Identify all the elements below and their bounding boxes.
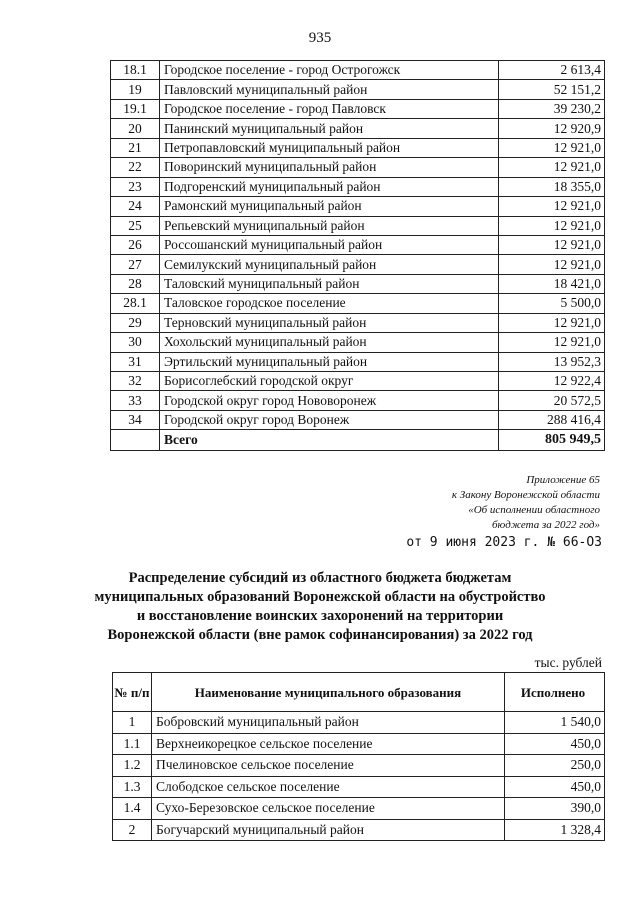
table-row [111, 333, 605, 352]
title-line: Распределение субсидий из областного бюджета бюджетам [128, 570, 512, 586]
row-value: 250,0 [505, 755, 605, 777]
row-number: 31 [111, 352, 160, 371]
row-value: 13 952,3 [499, 352, 605, 371]
table-row [111, 61, 605, 80]
table-row [111, 177, 605, 196]
table-row [111, 216, 605, 235]
row-name: Городское поселение - город Острогожск [160, 61, 499, 80]
table-row [111, 255, 605, 274]
row-name: Эртильский муниципальный район [160, 352, 499, 371]
table-row [111, 158, 605, 177]
table-row [111, 372, 605, 391]
title-line: Воронежской области (вне рамок софинансирования) за 2022 год [107, 627, 533, 643]
table-row [113, 776, 605, 798]
row-name: Городской округ город Нововоронеж [160, 391, 499, 410]
row-number: 19 [111, 80, 160, 99]
row-name: Россошанский муниципальный район [160, 235, 499, 254]
row-number: 25 [111, 216, 160, 235]
row-name: Терновский муниципальный район [160, 313, 499, 332]
table-row [113, 819, 605, 841]
row-name: Таловское городское поселение [160, 294, 499, 313]
row-number: 33 [111, 391, 160, 410]
row-value: 1 540,0 [505, 712, 605, 734]
table-row [111, 80, 605, 99]
total-label: Всего [160, 430, 499, 451]
document-title [60, 569, 580, 645]
row-value: 52 151,2 [499, 80, 605, 99]
row-value: 1 328,4 [505, 819, 605, 841]
row-value: 12 921,0 [499, 255, 605, 274]
row-value: 5 500,0 [499, 294, 605, 313]
row-number: 21 [111, 138, 160, 157]
row-name: Борисоглебский городской округ [160, 372, 499, 391]
row-value: 2 613,4 [499, 61, 605, 80]
table-row [111, 99, 605, 118]
row-name: Богучарский муниципальный район [152, 819, 505, 841]
row-number: 1.1 [113, 733, 152, 755]
row-name: Пчелиновское сельское поселение [152, 755, 505, 777]
title-line: муниципальных образований Воронежской области на обустройство [94, 589, 546, 605]
row-name: Поворинский муниципальный район [160, 158, 499, 177]
table-row [113, 755, 605, 777]
row-value: 12 921,0 [499, 138, 605, 157]
row-number: 19.1 [111, 99, 160, 118]
unit-label: тыс. рублей [534, 655, 602, 670]
header-value: Исполнено [505, 673, 605, 712]
row-value: 12 921,0 [499, 158, 605, 177]
row-number: 20 [111, 119, 160, 138]
table-row [111, 235, 605, 254]
row-name: Слободское сельское поселение [152, 776, 505, 798]
row-value: 390,0 [505, 798, 605, 820]
header-name: Наименование муниципального образования [152, 673, 505, 712]
row-value: 450,0 [505, 776, 605, 798]
row-name: Рамонский муниципальный район [160, 197, 499, 216]
row-number: 27 [111, 255, 160, 274]
title-line: и восстановление воинских захоронений на территории [136, 608, 504, 624]
row-value: 288 416,4 [499, 410, 605, 429]
row-value: 12 921,0 [499, 313, 605, 332]
row-name: Сухо-Березовское сельское поселение [152, 798, 505, 820]
row-name: Городской округ город Воронеж [160, 410, 499, 429]
appendix-line: «Об исполнении областного [468, 504, 600, 516]
row-name: Городское поселение - город Павловск [160, 99, 499, 118]
header-num: № п/п [113, 673, 152, 712]
subsidy-table-continued [110, 60, 605, 451]
table-row [113, 733, 605, 755]
row-value: 20 572,5 [499, 391, 605, 410]
table-row [113, 798, 605, 820]
row-number: 2 [113, 819, 152, 841]
row-value: 12 920,9 [499, 119, 605, 138]
row-name: Хохольский муниципальный район [160, 333, 499, 352]
page-number: 935 [308, 30, 332, 46]
row-value: 18 421,0 [499, 274, 605, 293]
row-value: 12 921,0 [499, 333, 605, 352]
appendix-line: Приложение 65 [526, 474, 600, 486]
table-row [111, 313, 605, 332]
row-name: Таловский муниципальный район [160, 274, 499, 293]
row-number: 29 [111, 313, 160, 332]
table-row [113, 712, 605, 734]
row-value: 18 355,0 [499, 177, 605, 196]
table-row [111, 138, 605, 157]
row-number: 22 [111, 158, 160, 177]
row-number: 1 [113, 712, 152, 734]
row-value: 450,0 [505, 733, 605, 755]
row-name: Панинский муниципальный район [160, 119, 499, 138]
total-value: 805 949,5 [499, 430, 605, 451]
row-value: 39 230,2 [499, 99, 605, 118]
row-number: 30 [111, 333, 160, 352]
table-row [111, 119, 605, 138]
war-graves-subsidy-table [112, 672, 605, 841]
row-value: 12 921,0 [499, 197, 605, 216]
row-number: 23 [111, 177, 160, 196]
row-name: Верхнеикорецкое сельское поселение [152, 733, 505, 755]
table-row [111, 294, 605, 313]
row-number: 24 [111, 197, 160, 216]
row-number: 1.2 [113, 755, 152, 777]
row-name: Подгоренский муниципальный район [160, 177, 499, 196]
total-num-cell [111, 430, 160, 451]
row-name: Петропавловский муниципальный район [160, 138, 499, 157]
row-number: 32 [111, 372, 160, 391]
row-number: 18.1 [111, 61, 160, 80]
row-number: 28 [111, 274, 160, 293]
appendix-line: бюджета за 2022 год» [491, 519, 600, 531]
table-row [111, 197, 605, 216]
row-number: 28.1 [111, 294, 160, 313]
table-header-row [113, 673, 605, 712]
table-row [111, 352, 605, 371]
appendix-line: к Закону Воронежской области [451, 489, 600, 501]
row-number: 1.4 [113, 798, 152, 820]
row-name: Павловский муниципальный район [160, 80, 499, 99]
table-row [111, 274, 605, 293]
row-name: Бобровский муниципальный район [152, 712, 505, 734]
row-value: 12 921,0 [499, 216, 605, 235]
row-value: 12 921,0 [499, 235, 605, 254]
row-number: 1.3 [113, 776, 152, 798]
row-name: Репьевский муниципальный район [160, 216, 499, 235]
table-row [111, 410, 605, 429]
appendix-note [452, 473, 600, 533]
row-value: 12 922,4 [499, 372, 605, 391]
row-name: Семилукский муниципальный район [160, 255, 499, 274]
table-row [111, 391, 605, 410]
total-row [111, 430, 605, 451]
row-number: 26 [111, 235, 160, 254]
row-number: 34 [111, 410, 160, 429]
law-date-stamp: от 9 июня 2023 г. № 66-ОЗ [406, 535, 602, 550]
